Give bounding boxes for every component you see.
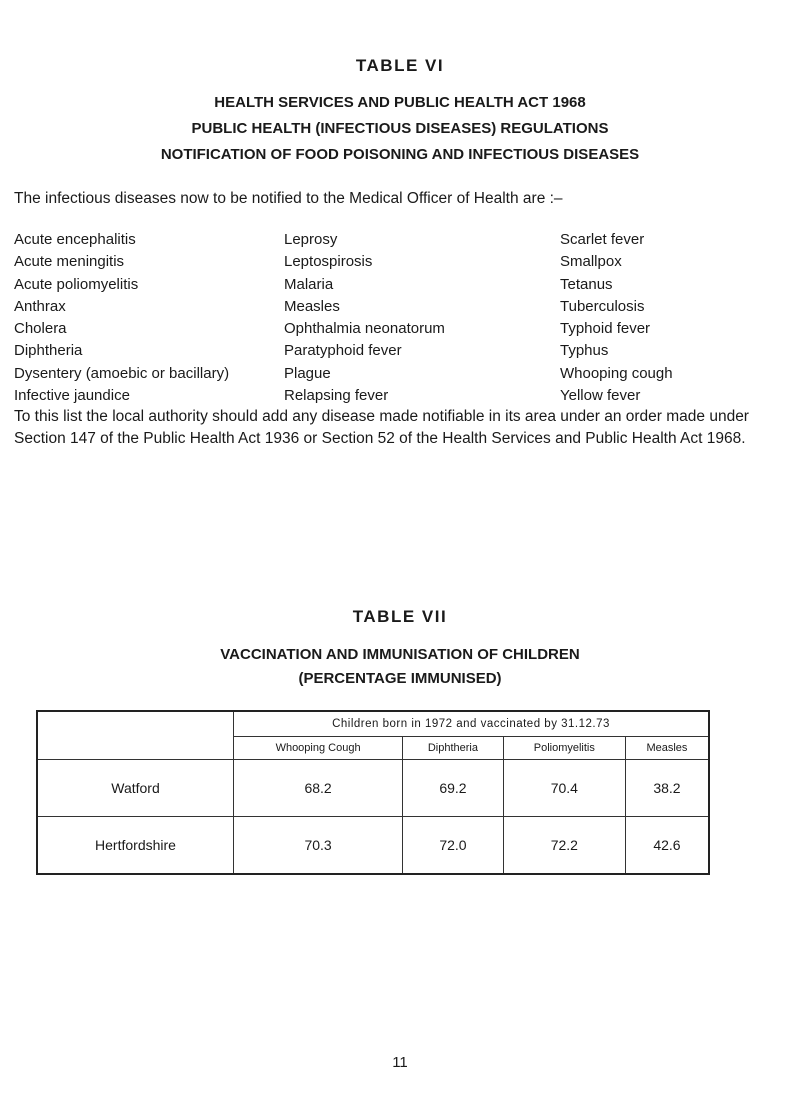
disease-item: Acute poliomyelitis [14,275,139,293]
disease-item: Tuberculosis [560,297,645,315]
table-cell: 72.2 [503,817,625,875]
table-row [37,760,709,817]
disease-item: Smallpox [560,253,622,271]
disease-item: Measles [284,297,340,315]
column-header: Diphtheria [403,737,504,760]
column-header: Measles [625,737,709,760]
disease-item: Acute meningitis [14,253,125,271]
table-span-header: Children born in 1972 and vaccinated by 31.12.73 [234,711,710,737]
table6-intro: The infectious diseases now to be notified to the Medical Officer of Health are :– [14,190,563,207]
vaccination-table [36,710,710,875]
table-cell: 72.0 [403,817,504,875]
disease-item: Infective jaundice [14,387,130,405]
disease-item: Tetanus [560,275,613,293]
disease-item: Leptospirosis [284,253,373,271]
disease-item: Relapsing fever [284,387,389,405]
table6-note: To this list the local authority should add any disease made notifiable in its area under an order made under Section 147 of the Public Health Act 1936 or Section 52 of the Health Services and Public Health Act 1968. [14,408,749,447]
page-number: 11 [392,1054,408,1071]
table-cell: 38.2 [625,760,709,817]
table-cell: 69.2 [403,760,504,817]
disease-list-col2 [284,229,445,407]
disease-item: Scarlet fever [560,231,645,248]
table7-heading: VACCINATION AND IMMUNISATION OF CHILDREN [220,646,580,663]
column-header: Whooping Cough [234,737,403,760]
table-row [37,817,709,875]
disease-item: Acute encephalitis [14,231,136,248]
table7-label: TABLE VII [352,607,448,626]
disease-item: Yellow fever [560,387,641,405]
row-label: Watford [37,760,234,817]
disease-item: Dysentery (amoebic or bacillary) [14,364,230,382]
table-cell: 42.6 [625,817,709,875]
table-cell: 68.2 [234,760,403,817]
disease-item: Ophthalmia neonatorum [284,320,445,338]
table-cell: 70.4 [503,760,625,817]
disease-item: Plague [284,364,331,382]
table6-heading-regulations: PUBLIC HEALTH (INFECTIOUS DISEASES) REGULATIONS [191,120,609,137]
table-corner-cell [37,711,234,760]
table6-label: TABLE VI [355,56,445,75]
table6-heading-act: HEALTH SERVICES AND PUBLIC HEALTH ACT 1968 [214,94,586,111]
disease-item: Diphtheria [14,342,83,360]
disease-list-col1 [14,229,229,407]
disease-item: Whooping cough [560,364,673,382]
disease-item: Cholera [14,320,67,338]
disease-list-col3 [560,229,673,407]
table7-subheading: (PERCENTAGE IMMUNISED) [298,670,502,687]
disease-item: Leprosy [284,231,338,248]
row-label: Hertfordshire [37,817,234,875]
disease-item: Malaria [284,275,334,293]
column-header: Poliomyelitis [503,737,625,760]
disease-item: Anthrax [14,297,66,315]
disease-item: Paratyphoid fever [284,342,402,360]
disease-item: Typhus [560,342,609,360]
table-cell: 70.3 [234,817,403,875]
disease-item: Typhoid fever [560,320,651,338]
table6-heading-notification: NOTIFICATION OF FOOD POISONING AND INFECTIOUS DISEASES [160,146,640,163]
